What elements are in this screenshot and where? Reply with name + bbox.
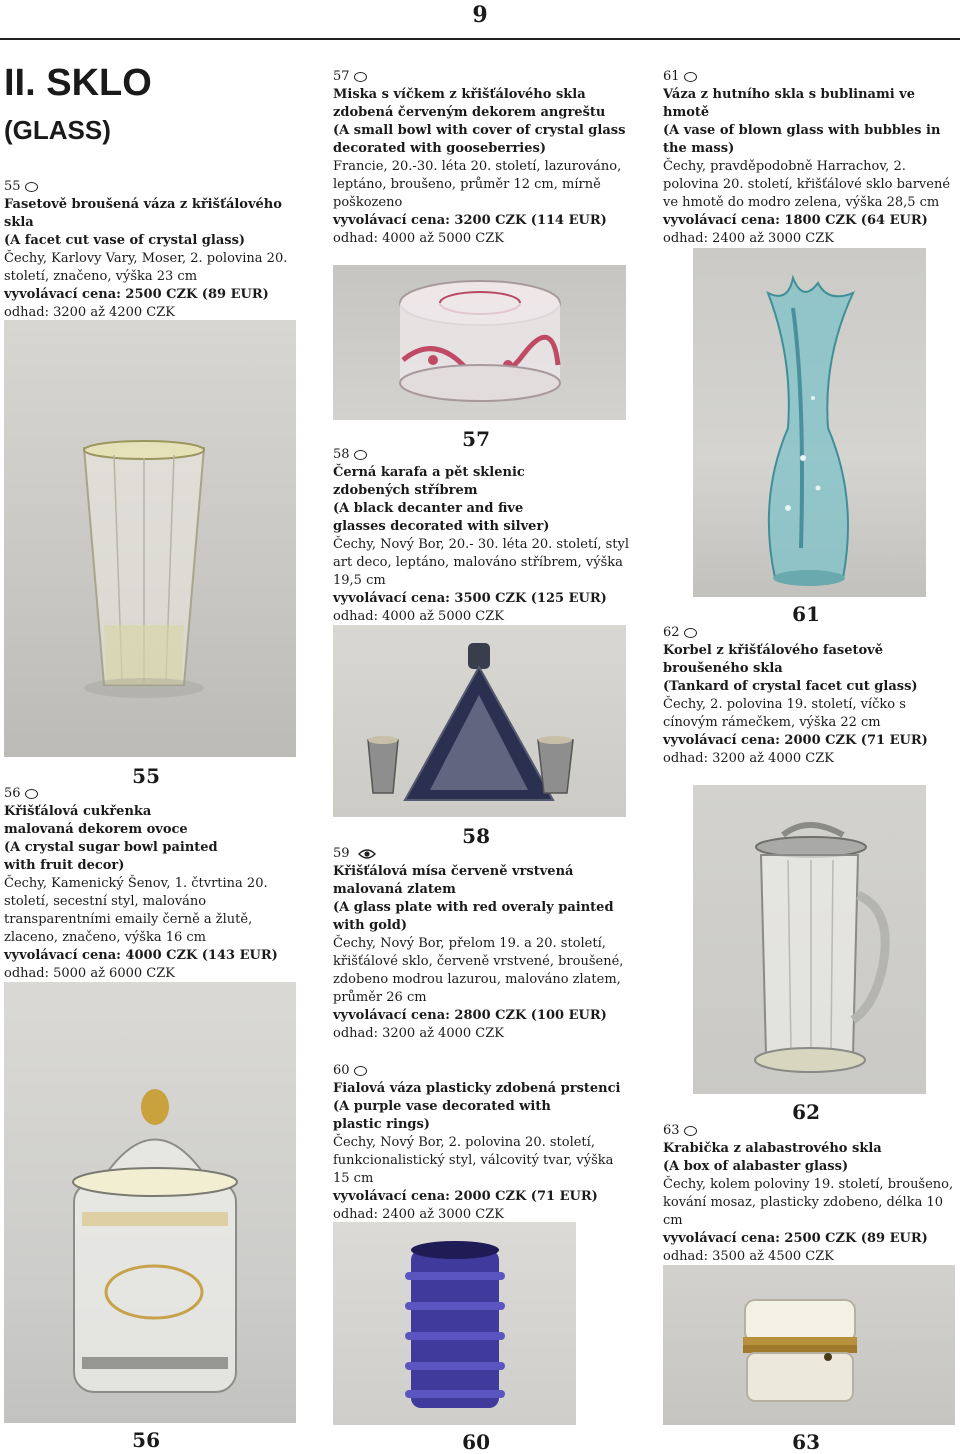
photo-caption-61: 61 bbox=[792, 602, 820, 626]
photo-lot-58 bbox=[333, 625, 626, 817]
lot-price: vyvolávací cena: 2500 CZK (89 EUR) bbox=[663, 1231, 928, 1246]
alabaster-box-illustration bbox=[663, 1265, 955, 1425]
lot-description: Čechy, Karlovy Vary, Moser, 2. polovina 20. století, značeno, výška 23 cm bbox=[4, 251, 288, 284]
lot-number: 62 bbox=[663, 624, 955, 642]
photo-lot-57 bbox=[333, 265, 626, 420]
lot-number: 57 bbox=[333, 68, 633, 86]
lot-price: vyvolávací cena: 1800 CZK (64 EUR) bbox=[663, 213, 928, 228]
lot-title-en: (A crystal sugar bowl painted with fruit decor) bbox=[4, 840, 218, 873]
lot-price: vyvolávací cena: 4000 CZK (143 EUR) bbox=[4, 948, 278, 963]
lot-price: vyvolávací cena: 3200 CZK (114 EUR) bbox=[333, 213, 607, 228]
lot-description: Čechy, kolem poloviny 19. století, broušeno, kování mosaz, plasticky zdobeno, délka 10 cm bbox=[663, 1177, 954, 1228]
lot-56 bbox=[4, 785, 304, 983]
lot-59 bbox=[333, 845, 633, 1043]
photo-caption-62: 62 bbox=[792, 1100, 820, 1124]
lot-description: Čechy, pravděpodobně Harrachov, 2. polovina 20. století, křišťálové sklo barvené ve hmotě do modro zelena, výška 28,5 cm bbox=[663, 159, 951, 210]
circle-marker-icon bbox=[354, 450, 367, 460]
lot-title-cz: Křišťálová mísa červeně vrstvená malovaná zlatem bbox=[333, 864, 574, 897]
header-rule bbox=[0, 38, 960, 40]
lot-number: 58 bbox=[333, 446, 633, 464]
lot-title-en: (A box of alabaster glass) bbox=[663, 1159, 849, 1174]
photo-caption-56: 56 bbox=[132, 1428, 160, 1452]
lot-63 bbox=[663, 1122, 955, 1266]
lot-estimate: odhad: 3200 až 4000 CZK bbox=[663, 751, 834, 766]
lot-estimate: odhad: 2400 až 3000 CZK bbox=[663, 231, 834, 246]
circle-marker-icon bbox=[684, 628, 697, 638]
lot-estimate: odhad: 3200 až 4000 CZK bbox=[333, 1026, 504, 1041]
lot-60 bbox=[333, 1062, 633, 1224]
lot-description: Čechy, Kamenický Šenov, 1. čtvrtina 20. století, secestní styl, malováno transparentními emaily černě a žlutě, zlaceno, značeno, výška 16 cm bbox=[4, 876, 268, 945]
lot-57 bbox=[333, 68, 633, 248]
lot-title-cz: Křišťálová cukřenka malovaná dekorem ovoce bbox=[4, 804, 188, 837]
lot-58 bbox=[333, 446, 633, 626]
eye-icon bbox=[358, 848, 376, 860]
lot-number: 59 bbox=[333, 845, 633, 863]
lot-price: vyvolávací cena: 2000 CZK (71 EUR) bbox=[333, 1189, 598, 1204]
section-subtitle: (GLASS) bbox=[4, 115, 111, 145]
photo-lot-55 bbox=[4, 320, 296, 757]
lot-estimate: odhad: 5000 až 6000 CZK bbox=[4, 966, 175, 981]
photo-lot-61 bbox=[693, 248, 926, 597]
purple-vase-illustration bbox=[333, 1222, 576, 1425]
lot-title-cz: Miska s víčkem z křišťálového skla zdobená červeným dekorem angreštu bbox=[333, 87, 606, 120]
lot-55 bbox=[4, 178, 304, 322]
photo-caption-57: 57 bbox=[462, 427, 490, 451]
lot-price: vyvolávací cena: 2800 CZK (100 EUR) bbox=[333, 1008, 607, 1023]
lot-title-en: (A purple vase decorated with plastic rings) bbox=[333, 1099, 551, 1132]
lot-number: 56 bbox=[4, 785, 304, 803]
circle-marker-icon bbox=[25, 789, 38, 799]
lot-number: 61 bbox=[663, 68, 955, 86]
lot-estimate: odhad: 4000 až 5000 CZK bbox=[333, 609, 504, 624]
lot-description: Čechy, Nový Bor, 20.- 30. léta 20. století, styl art deco, leptáno, malováno stříbrem, výška 19,5 cm bbox=[333, 537, 630, 588]
lot-title-en: (A vase of blown glass with bubbles in the mass) bbox=[663, 123, 941, 156]
facet-vase-illustration bbox=[4, 320, 296, 757]
lot-description: Čechy, Nový Bor, přelom 19. a 20. století, křišťálové sklo, červeně vrstvené, broušené, zdobeno modrou lazurou, malováno zlatem, průměr 26 cm bbox=[333, 936, 624, 1005]
lot-price: vyvolávací cena: 3500 CZK (125 EUR) bbox=[333, 591, 607, 606]
lot-number: 63 bbox=[663, 1122, 955, 1140]
lot-title-en: (A glass plate with red overaly painted with gold) bbox=[333, 900, 614, 933]
lot-title-cz: Váza z hutního skla s bublinami ve hmotě bbox=[663, 87, 915, 120]
lot-title-cz: Korbel z křišťálového fasetově broušeného skla bbox=[663, 643, 883, 676]
photo-lot-60 bbox=[333, 1222, 576, 1425]
lot-title-cz: Černá karafa a pět sklenic zdobených stříbrem bbox=[333, 465, 525, 498]
photo-lot-56 bbox=[4, 982, 296, 1423]
photo-caption-60: 60 bbox=[462, 1430, 490, 1454]
page-number: 9 bbox=[472, 2, 488, 28]
lot-62 bbox=[663, 624, 955, 768]
lot-description: Čechy, Nový Bor, 2. polovina 20. století, funkcionalistický styl, válcovitý tvar, výška 15 cm bbox=[333, 1135, 614, 1186]
decanter-illustration bbox=[333, 625, 626, 817]
lot-description: Francie, 20.-30. léta 20. století, lazurováno, leptáno, broušeno, průměr 12 cm, mírně poškozeno bbox=[333, 159, 622, 210]
section-title: II. SKLO bbox=[4, 62, 152, 104]
circle-marker-icon bbox=[25, 182, 38, 192]
covered-bowl-illustration bbox=[333, 265, 626, 420]
circle-marker-icon bbox=[684, 72, 697, 82]
lot-description: Čechy, 2. polovina 19. století, víčko s cínovým rámečkem, výška 22 cm bbox=[663, 697, 906, 730]
photo-caption-55: 55 bbox=[132, 764, 160, 788]
blown-glass-vase-illustration bbox=[693, 248, 926, 597]
lot-price: vyvolávací cena: 2000 CZK (71 EUR) bbox=[663, 733, 928, 748]
lot-estimate: odhad: 3500 až 4500 CZK bbox=[663, 1249, 834, 1264]
photo-lot-63 bbox=[663, 1265, 955, 1425]
lot-title-cz: Krabička z alabastrového skla bbox=[663, 1141, 882, 1156]
circle-marker-icon bbox=[354, 1066, 367, 1076]
lot-title-en: (A small bowl with cover of crystal glass decorated with gooseberries) bbox=[333, 123, 626, 156]
circle-marker-icon bbox=[354, 72, 367, 82]
lot-title-en: (A facet cut vase of crystal glass) bbox=[4, 233, 246, 248]
tankard-illustration bbox=[693, 785, 926, 1094]
photo-lot-62 bbox=[693, 785, 926, 1094]
lot-title-cz: Fasetově broušená váza z křišťálového skla bbox=[4, 197, 282, 230]
sugar-bowl-illustration bbox=[4, 982, 296, 1423]
photo-caption-63: 63 bbox=[792, 1430, 820, 1454]
lot-number: 55 bbox=[4, 178, 304, 196]
lot-estimate: odhad: 2400 až 3000 CZK bbox=[333, 1207, 504, 1222]
photo-caption-58: 58 bbox=[462, 824, 490, 848]
lot-title-cz: Fialová váza plasticky zdobená prstenci bbox=[333, 1081, 621, 1096]
lot-title-en: (A black decanter and five glasses decorated with silver) bbox=[333, 501, 550, 534]
lot-estimate: odhad: 3200 až 4200 CZK bbox=[4, 305, 175, 320]
lot-estimate: odhad: 4000 až 5000 CZK bbox=[333, 231, 504, 246]
lot-price: vyvolávací cena: 2500 CZK (89 EUR) bbox=[4, 287, 269, 302]
lot-number: 60 bbox=[333, 1062, 633, 1080]
circle-marker-icon bbox=[684, 1126, 697, 1136]
lot-61 bbox=[663, 68, 955, 248]
lot-title-en: (Tankard of crystal facet cut glass) bbox=[663, 679, 918, 694]
